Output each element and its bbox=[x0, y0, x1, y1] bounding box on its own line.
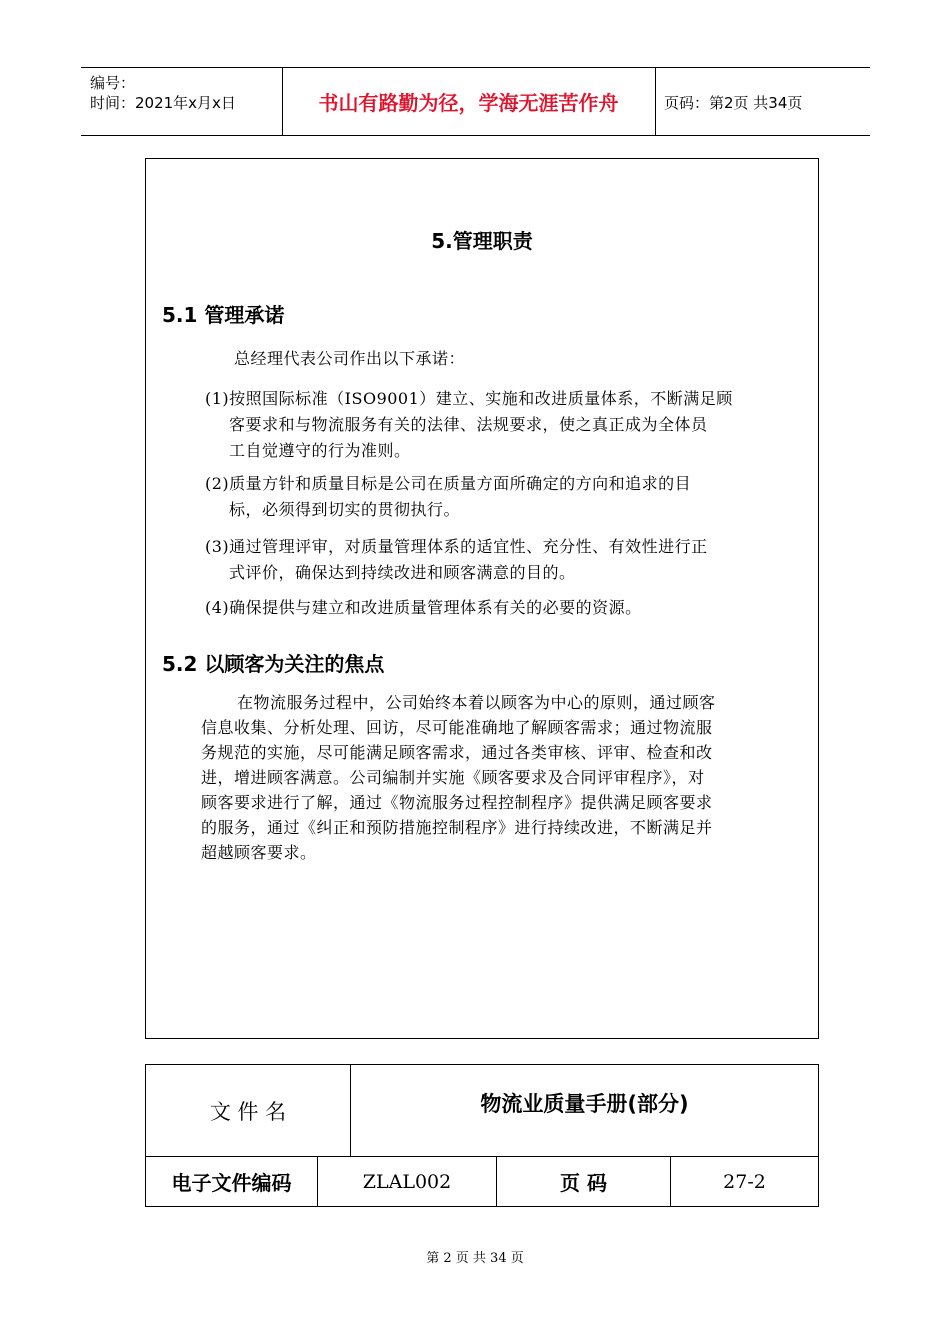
section-title: 5.管理职责 bbox=[431, 229, 533, 253]
item-text: 通过管理评审，对质量管理体系的适宜性、充分性、有效性进行正 bbox=[229, 537, 708, 556]
item-line bbox=[205, 386, 805, 412]
item-text: 式评价，确保达到持续改进和顾客满意的目的。 bbox=[229, 563, 576, 582]
paragraph-line: 的服务，通过《纠正和预防措施控制程序》进行持续改进，不断满足并 bbox=[201, 818, 713, 837]
commitment-item bbox=[205, 471, 805, 523]
paragraph-line: 进，增进顾客满意。公司编制并实施《顾客要求及合同评审程序》，对 bbox=[201, 768, 705, 787]
commitment-item bbox=[205, 386, 805, 464]
item-line bbox=[205, 534, 805, 560]
electronic-code-label: 电子文件编码 bbox=[171, 1171, 292, 1195]
time-label: 时间：2021年x月x日 bbox=[90, 94, 236, 112]
header-page-info: 页码：第2页 共34页 bbox=[664, 94, 803, 112]
page-code-label: 页 码 bbox=[560, 1171, 607, 1195]
paragraph-line: 顾客要求进行了解，通过《物流服务过程控制程序》提供满足顾客要求 bbox=[201, 793, 713, 812]
item-text: 标，必须得到切实的贯彻执行。 bbox=[229, 500, 461, 519]
document-info-table bbox=[145, 1064, 819, 1207]
item-number: (4) bbox=[205, 598, 230, 617]
item-number: (2) bbox=[205, 474, 230, 493]
electronic-code-value: ZLAL002 bbox=[362, 1170, 452, 1193]
paragraph-line: 在物流服务过程中，公司始终本着以顾客为中心的原则，通过顾客 bbox=[237, 693, 716, 712]
motto: 书山有路勤为径，学海无涯苦作舟 bbox=[318, 91, 619, 115]
item-text: 质量方针和质量目标是公司在质量方面所确定的方向和追求的目 bbox=[229, 474, 692, 493]
paragraph-line: 超越顾客要求。 bbox=[201, 843, 317, 862]
paragraph-line: 务规范的实施，尽可能满足顾客需求，通过各类审核、评审、检查和改 bbox=[201, 743, 713, 762]
item-line bbox=[205, 471, 805, 497]
page-footer: 第 2 页 共 34 页 bbox=[426, 1251, 524, 1266]
header-divider bbox=[655, 67, 656, 136]
file-name-value: 物流业质量手册(部分) bbox=[480, 1091, 689, 1116]
page-code-value: 27-2 bbox=[723, 1170, 766, 1193]
content-box bbox=[145, 158, 819, 1039]
item-line bbox=[205, 595, 805, 621]
file-name-label: 文 件 名 bbox=[209, 1099, 287, 1124]
commitment-item bbox=[205, 534, 805, 586]
paragraph-line: 信息收集、分析处理、回访，尽可能准确地了解顾客需求；通过物流服 bbox=[201, 718, 713, 737]
item-text: 按照国际标准（ISO9001）建立、实施和改进质量体系，不断满足顾 bbox=[229, 389, 733, 408]
item-text: 工自觉遵守的行为准则。 bbox=[229, 441, 411, 460]
item-number: (1) bbox=[205, 389, 230, 408]
commitment-item bbox=[205, 595, 805, 621]
item-text: 确保提供与建立和改进质量管理体系有关的必要的资源。 bbox=[229, 598, 642, 617]
customer-focus-paragraph bbox=[201, 690, 811, 865]
commitment-intro: 总经理代表公司作出以下承诺： bbox=[234, 349, 466, 368]
subsection-heading-5-2: 5.2 以顾客为关注的焦点 bbox=[162, 652, 385, 676]
item-number: (3) bbox=[205, 537, 230, 556]
item-text: 客要求和与物流服务有关的法律、法规要求，使之真正成为全体员 bbox=[229, 415, 708, 434]
subsection-heading-5-1: 5.1 管理承诺 bbox=[162, 303, 285, 327]
header-meta bbox=[90, 73, 236, 113]
page-header bbox=[81, 67, 870, 136]
code-label: 编号： bbox=[90, 74, 136, 92]
